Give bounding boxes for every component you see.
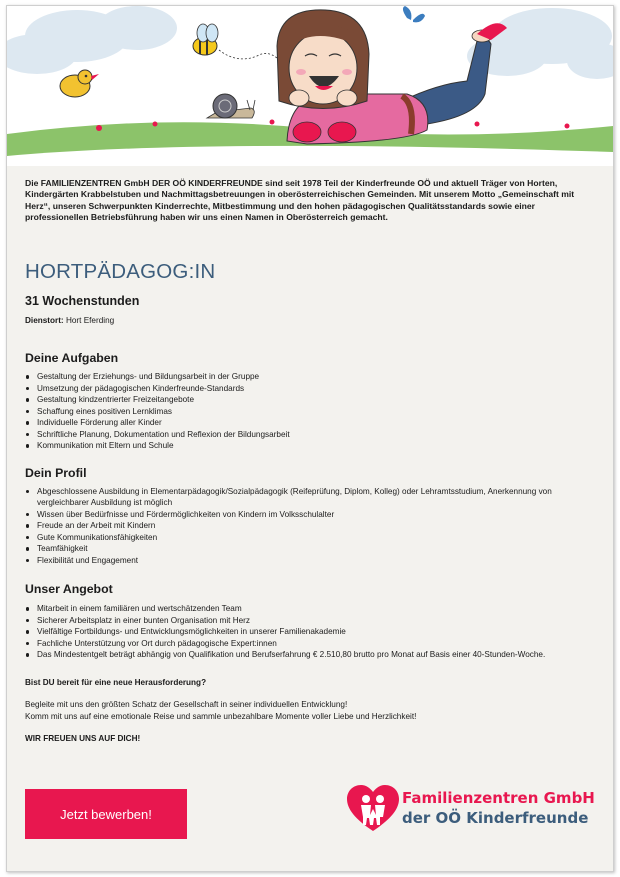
profil-list	[25, 486, 595, 567]
section-heading-aufgaben: Deine Aufgaben	[25, 351, 119, 366]
header-illustration	[7, 6, 613, 166]
list-item: Schaffung eines positiven Lernklimas	[25, 406, 595, 418]
job-title: HORTPÄDAGOG:IN	[25, 260, 216, 284]
hours-text: 31 Wochenstunden	[25, 294, 140, 309]
list-item: Mitarbeit in einem familiären und wertschätzenden Team	[25, 603, 595, 615]
location-value: Hort Eferding	[65, 316, 115, 326]
list-item: Gestaltung der Erziehungs- und Bildungsarbeit in der Gruppe	[25, 371, 595, 383]
list-item: Flexibilität und Engagement	[25, 555, 595, 567]
list-item: Vielfältige Fortbildungs- und Entwicklungsmöglichkeiten in unserer Familienakademie	[25, 626, 595, 638]
cloud-icon	[7, 6, 177, 74]
closing-question: Bist DU bereit für eine neue Herausforderung?	[25, 677, 207, 687]
list-item: Schriftliche Planung, Dokumentation und Reflexion der Bildungsarbeit	[25, 429, 595, 441]
list-item: Wissen über Bedürfnisse und Fördermöglichkeiten von Kindern im Volksschulalter	[25, 509, 595, 521]
list-item: Umsetzung der pädagogischen Kinderfreunde-Standards	[25, 383, 595, 395]
list-item: Teamfähigkeit	[25, 543, 595, 555]
aufgaben-list	[25, 371, 595, 452]
girl-illustration	[277, 10, 507, 144]
closing-line-2: Komm mit uns auf eine emotionale Reise und sammle unbezahlbare Momente voller Liebe und Herzlichkeit!	[25, 711, 417, 721]
list-item: Gute Kommunikationsfähigkeiten	[25, 532, 595, 544]
company-logo[interactable]	[345, 779, 595, 839]
heart-children-logo-icon	[347, 785, 399, 833]
location-text	[25, 316, 595, 325]
section-heading-profil: Dein Profil	[25, 465, 87, 480]
job-posting	[6, 5, 614, 872]
list-item: Freude an der Arbeit mit Kindern	[25, 520, 595, 532]
closing-shout: WIR FREUEN UNS AUF DICH!	[25, 734, 141, 744]
list-item: Fachliche Unterstützung vor Ort durch pädagogische Expert:innen	[25, 638, 595, 650]
section-heading-angebot: Unser Angebot	[25, 582, 113, 597]
logo-line-1: Familienzentren GmbH	[402, 789, 595, 807]
logo-line-2: der OÖ Kinderfreunde	[402, 809, 589, 827]
intro-text: Die FAMILIENZENTREN GmbH DER OÖ KINDERFREUNDE sind seit 1978 Teil der Kinderfreunde OÖ und aktuell Träger von Horten, Kindergärten Krabbelstuben und Nachmittagsbetreuungen in oberösterreichischen Gemeinden. Mit unserem Motto „Gemeinschaft mit Herz“, unseren Schwerpunkten Kinderrechte, Mitbestimmung und den hohen pädagogischen Qualitätsstandards sowie einer professionellen Betriebsführung haben wir uns einen Namen in Oberösterreich gemacht.	[25, 178, 575, 222]
bee-icon	[193, 24, 277, 59]
apply-button[interactable]: Jetzt bewerben!	[25, 789, 187, 839]
snail-icon	[207, 94, 255, 118]
list-item: Das Mindestentgelt beträgt abhängig von Qualifikation und Berufserfahrung € 2.510,80 brutto pro Monat auf Basis einer 40-Stunden-Woche.	[25, 649, 595, 661]
main-content	[25, 178, 595, 745]
list-item: Abgeschlossene Ausbildung in Elementarpädagogik/Sozialpädagogik (Reifeprüfung, Diplom, Kolleg) oder Lehramtsstudium, Anerkennung von vergleichbarer Ausbildung ist möglich	[25, 486, 595, 509]
bird-icon	[60, 70, 99, 97]
closing-line-1: Begleite mit uns den größten Schatz der Gesellschaft in seiner individuellen Entwicklung!	[25, 700, 348, 710]
location-label: Dienstort:	[25, 316, 64, 326]
angebot-list	[25, 603, 595, 661]
butterfly-icon	[403, 6, 425, 22]
list-item: Gestaltung kindzentrierter Freizeitangebote	[25, 394, 595, 406]
list-item: Kommunikation mit Eltern und Schule	[25, 440, 595, 452]
list-item: Sicherer Arbeitsplatz in einer bunten Organisation mit Herz	[25, 615, 595, 627]
list-item: Individuelle Förderung aller Kinder	[25, 417, 595, 429]
